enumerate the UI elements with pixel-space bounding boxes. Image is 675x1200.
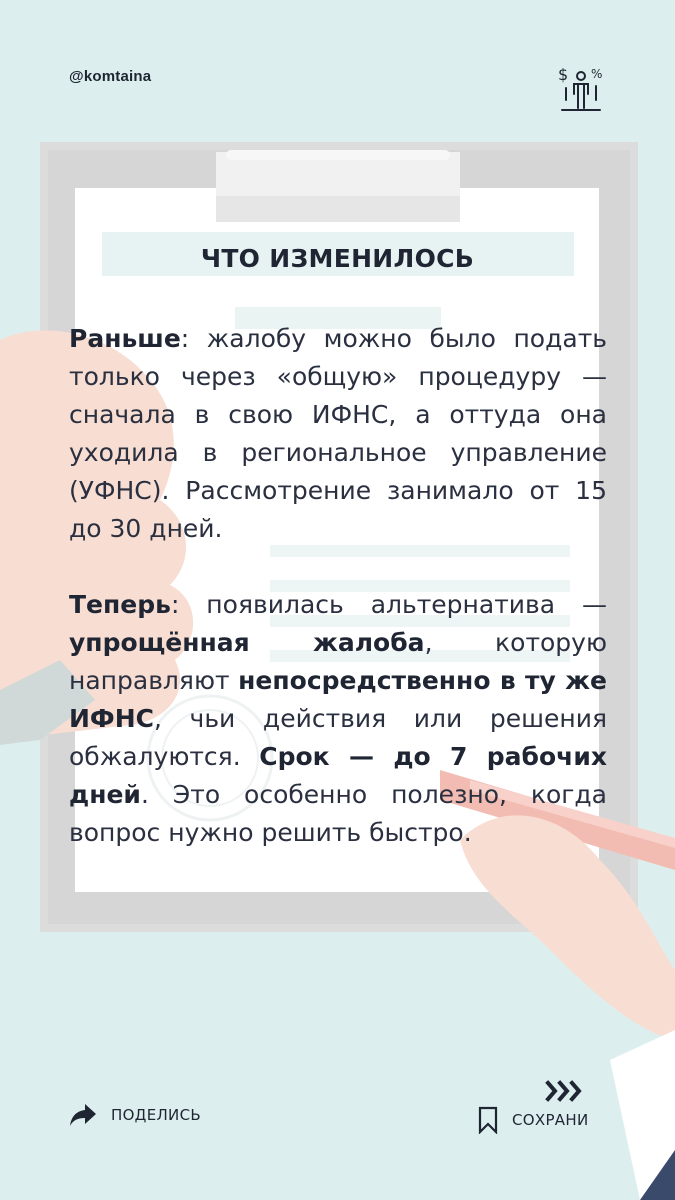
bookmark-icon [478,1106,498,1134]
author-handle: @komtaina [69,68,152,85]
paragraph-now: Теперь: появилась альтернатива — упрощённая жалоба, которую направляют непосредственно в ту же ИФНС, чьи действия или решения обжалуются. Срок — до 7 рабочих дней. Это особенно полезно, когда вопрос нужно решить быстро. [69,590,608,847]
deadline-term: Срок — до 7 рабочих дней [69,742,607,809]
section-heading: ЧТО ИЗМЕНИЛОСЬ [200,244,475,273]
body-text [69,320,607,852]
same-ifns-term: непосредственно в ту же ИФНС [69,666,607,733]
share-button[interactable] [69,1100,201,1130]
before-label: Раньше [69,324,181,353]
save-button[interactable] [478,1105,588,1135]
save-label: СОХРАНИ [512,1111,589,1129]
share-arrow-icon [69,1102,97,1128]
share-label: ПОДЕЛИСЬ [111,1106,201,1124]
now-label: Теперь [69,590,171,619]
triple-chevron-right-icon[interactable] [545,1080,583,1102]
paragraph-before [69,320,607,548]
simplified-complaint-term: упрощённая жалоба [69,628,425,657]
finance-person-icon [556,64,606,114]
before-text: : жалобу можно было подать только через «общую» процедуру — сначала в свою ИФНС, а оттуда она уходила в региональное управление (УФНС). Рассмотрение занимало от 15 до 30 дней. [69,324,607,543]
svg-text:$: $ [558,65,569,84]
svg-text:%: % [591,67,603,81]
